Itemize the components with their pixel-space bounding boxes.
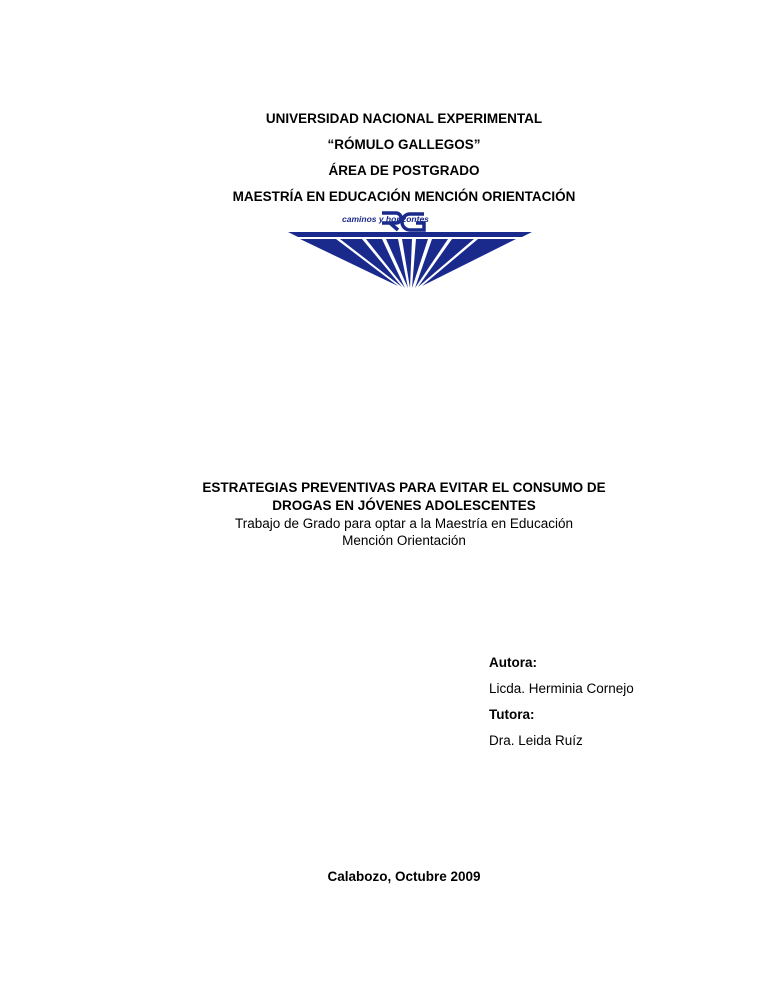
department-name: ÁREA DE POSTGRADO [328,163,480,178]
author-name: Licda. Herminia Cornejo [489,681,634,696]
institution-header [176,106,632,210]
place-date: Calabozo, Octubre 2009 [327,869,481,884]
tutor-name: Dra. Leida Ruíz [489,733,583,748]
author-label: Autora: [489,655,537,670]
tutor-label: Tutora: [489,707,535,722]
thesis-subtitle-line-1: Trabajo de Grado para optar a la Maestría en Educación [235,516,573,531]
university-name: UNIVERSIDAD NACIONAL EXPERIMENTAL [265,111,543,126]
credits-block [489,650,729,754]
logo-motto: caminos y horizontes [342,214,429,224]
thesis-title-line-1: ESTRATEGIAS PREVENTIVAS PARA EVITAR EL CONSUMO DE [202,480,606,495]
thesis-title-block [168,479,640,549]
thesis-title-line-2: DROGAS EN JÓVENES ADOLESCENTES [272,498,536,513]
university-subname: “RÓMULO GALLEGOS” [327,137,481,152]
thesis-subtitle-line-2: Mención Orientación [342,533,466,548]
program-name: MAESTRÍA EN EDUCACIÓN MENCIÓN ORIENTACIÓN [232,189,576,204]
